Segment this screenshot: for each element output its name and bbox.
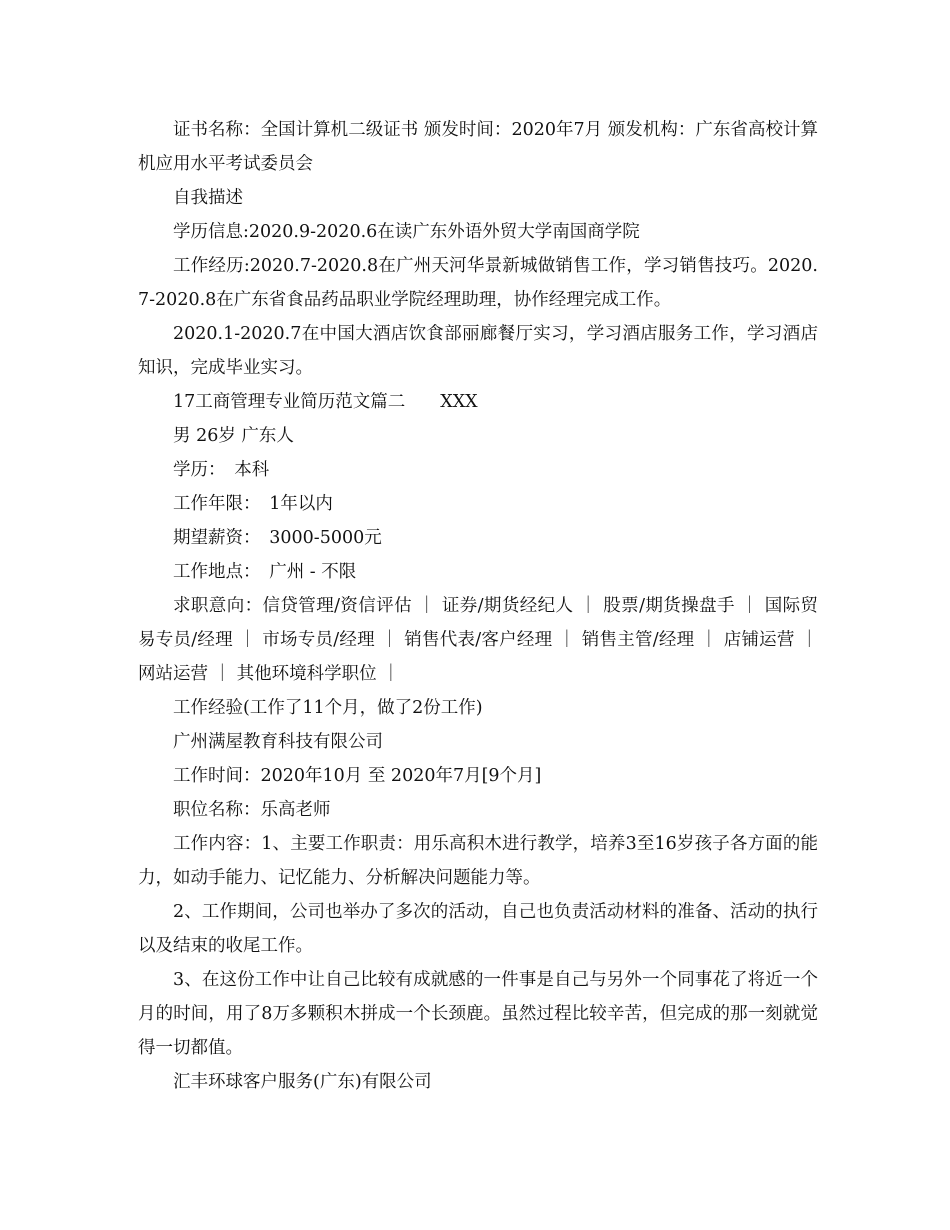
document-body bbox=[138, 113, 824, 1099]
position-title: 职位名称：乐高老师 bbox=[173, 800, 331, 820]
job-content-2: 2、工作期间，公司也举办了多次的活动，自己也负责活动材料的准备、活动的执行以及结束的收尾工作。 bbox=[138, 902, 818, 956]
work-history: 工作经历:2020.7-2020.8在广州天河华景新城做销售工作，学习销售技巧。2020.7-2020.8在广东省食品药品职业学院经理助理，协作经理完成工作。 bbox=[138, 256, 818, 310]
company-name-1: 广州满屋教育科技有限公司 bbox=[173, 732, 383, 752]
company-name-2: 汇丰环球客户服务(广东)有限公司 bbox=[173, 1072, 432, 1092]
job-content-3: 3、在这份工作中让自己比较有成就感的一件事是自己与另外一个同事花了将近一个月的时间，用了8万多颗积木拼成一个长颈鹿。虽然过程比较辛苦，但完成的那一刻就觉得一切都值。 bbox=[138, 970, 818, 1058]
work-period: 工作时间：2020年10月 至 2020年7月[9个月] bbox=[173, 766, 542, 786]
internship-line: 2020.1-2020.7在中国大酒店饮食部丽廊餐厅实习，学习酒店服务工作，学习酒店知识，完成毕业实习。 bbox=[138, 324, 818, 378]
education-level: 学历： 本科 bbox=[173, 460, 270, 480]
work-experience-heading: 工作经验(工作了11个月，做了2份工作) bbox=[173, 698, 483, 718]
job-content-1: 工作内容：1、主要工作职责：用乐高积木进行教学，培养3至16岁孩子各方面的能力，如动手能力、记忆能力、分析解决问题能力等。 bbox=[138, 834, 818, 888]
work-years: 工作年限： 1年以内 bbox=[173, 494, 333, 514]
section-heading-self-description: 自我描述 bbox=[173, 188, 243, 208]
education-info: 学历信息:2020.9-2020.6在读广东外语外贸大学南国商学院 bbox=[173, 222, 640, 242]
job-intention: 求职意向：信贷管理/资信评估 ｜ 证券/期货经纪人 ｜ 股票/期货操盘手 ｜ 国际贸易专员/经理 ｜ 市场专员/经理 ｜ 销售代表/客户经理 ｜ 销售主管/经理 ｜ 店铺运营 ｜ 网站运营 ｜ 其他环境科学职位 ｜ bbox=[138, 596, 824, 684]
personal-basics: 男 26岁 广东人 bbox=[173, 426, 294, 446]
work-location: 工作地点： 广州 - 不限 bbox=[173, 562, 357, 582]
expected-salary: 期望薪资： 3000-5000元 bbox=[173, 528, 382, 548]
resume-title: 17工商管理专业简历范文篇二 XXX bbox=[173, 392, 478, 412]
certificate-line: 证书名称：全国计算机二级证书 颁发时间：2020年7月 颁发机构：广东省高校计算机应用水平考试委员会 bbox=[138, 120, 818, 174]
